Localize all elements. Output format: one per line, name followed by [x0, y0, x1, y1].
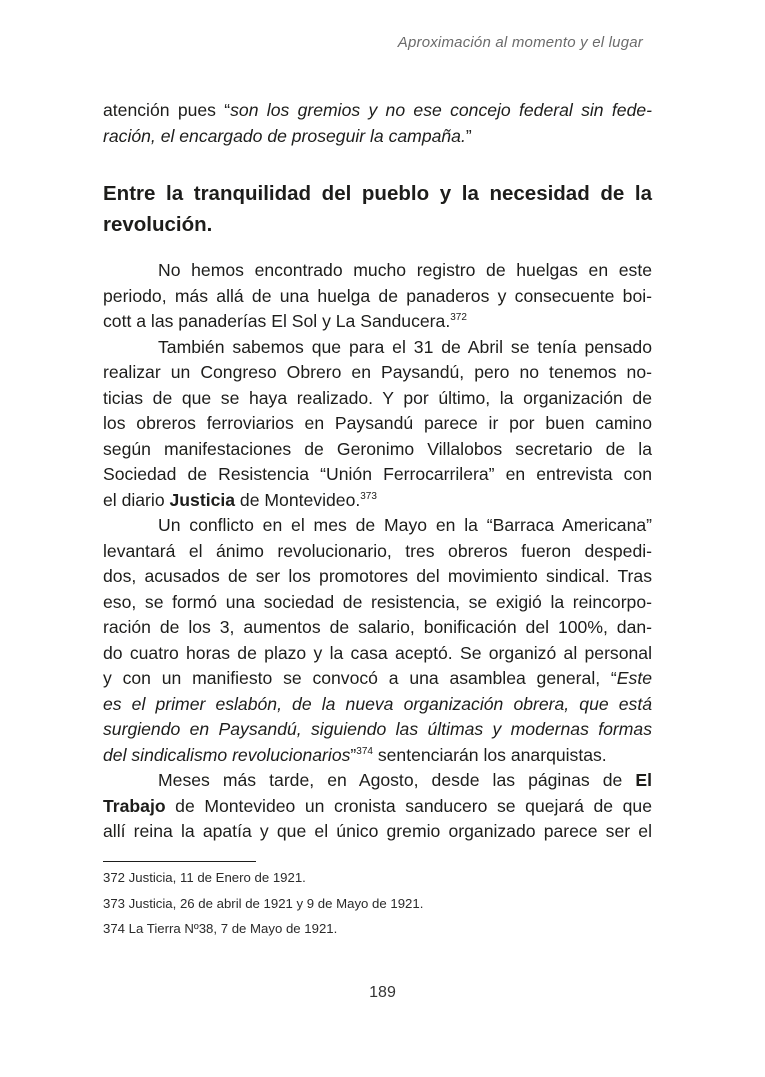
paragraph-line: atención pues “son los gremios y no ese concejo federal sin fede-: [103, 100, 652, 120]
footnote: 374 La Tierra Nº38, 7 de Mayo de 1921.: [103, 921, 338, 936]
quote-text: son los gremios y no ese concejo federal sin fede-: [230, 100, 652, 120]
body-text: [103, 258, 652, 845]
paragraph-line: eso, se formó una sociedad de resistencia, se exigió la reincorpo-: [103, 591, 652, 612]
paragraph-line: dos, acusados de ser los promotores del movimiento sindical. Tras: [103, 566, 652, 586]
footnote-ref: 374: [356, 745, 373, 757]
paragraph-line: periodo, más allá de una huelga de panaderos y consecuente boi-: [103, 285, 652, 306]
paragraph-line: y con un manifiesto se convocó a una asamblea general, “Este: [103, 668, 652, 688]
footnote-divider: [103, 861, 256, 862]
heading-line: Entre la tranquilidad del pueblo y la necesidad de la: [103, 182, 652, 205]
paragraph-line: Un conflicto en el mes de Mayo en la “Barraca Americana”: [158, 515, 652, 535]
paragraph-line: ticias de que se haya realizado. Y por último, la organización de: [103, 387, 652, 408]
footnote-ref: 373: [360, 490, 377, 502]
paragraph-line: según manifestaciones de Geronimo Villalobos secretario de la: [103, 438, 652, 459]
footnote: 373 Justicia, 26 de abril de 1921 y 9 de Mayo de 1921.: [103, 895, 424, 911]
paragraph-line: el diario Justicia de Montevideo.$^{373}$: [103, 489, 377, 510]
footnote: 372 Justicia, 11 de Enero de 1921.: [103, 870, 306, 885]
paragraph-line: [103, 692, 652, 718]
paragraph-line: No hemos encontrado mucho registro de huelgas en este: [158, 260, 652, 280]
newspaper-name: Justicia: [169, 489, 236, 510]
paragraph-line: do cuatro horas de plazo y la casa aceptó. Se organizó al personal: [103, 642, 652, 663]
paragraph-line: ración de los 3, aumentos de salario, bonificación del 100%, dan-: [103, 617, 652, 637]
paragraph-line: realizar un Congreso Obrero en Paysandú, pero no tenemos no-: [103, 362, 652, 382]
quote-text: es el primer eslabón, de la nueva organización obrera, que está: [103, 693, 652, 714]
paragraph-line: allí reina la apatía y que el único gremio organizado parece ser el: [103, 821, 652, 841]
paragraph-line: los obreros ferroviarios en Paysandú parece ir por buen camino: [103, 413, 652, 433]
paragraph-line: Sociedad de Resistencia “Unión Ferrocarrilera” en entrevista con: [103, 464, 652, 484]
quote-text: del sindicalismo revolucionarios: [103, 744, 351, 765]
newspaper-name: El: [635, 770, 652, 790]
top-paragraph: [103, 98, 652, 149]
quote-text: surgiendo en Paysandú, siguiendo las últimas y modernas formas: [103, 719, 652, 739]
footnote-ref: 372: [450, 312, 467, 323]
page-number: 189: [369, 984, 396, 1001]
quote-text: ración, el encargado de proseguir la campaña.: [103, 125, 466, 146]
paragraph-line: Meses más tarde, en Agosto, desde las páginas de El: [158, 770, 652, 790]
paragraph-line: ración, el encargado de proseguir la campaña.”: [103, 125, 472, 146]
heading-line: revolución.: [103, 213, 213, 236]
paragraph-line: cott a las panaderías El Sol y La Sanducera.$^{372}$: [103, 311, 467, 331]
paragraph-line: También sabemos que para el 31 de Abril se tenía pensado: [158, 336, 652, 357]
running-head: Aproximación al momento y el lugar: [397, 34, 643, 51]
section-heading: [103, 178, 652, 240]
newspaper-name: Trabajo: [103, 795, 166, 816]
paragraph-line: Trabajo de Montevideo un cronista sanducero se quejará de que: [103, 795, 652, 816]
paragraph-line: [103, 717, 652, 743]
paragraph-line: del sindicalismo revolucionarios”$^{374}$ sentenciarán los anarquistas.: [103, 744, 607, 765]
paragraph-line: levantará el ánimo revolucionario, tres obreros fueron despedi-: [103, 540, 652, 561]
quote-text: Este: [616, 668, 652, 688]
footnotes: [103, 865, 423, 942]
